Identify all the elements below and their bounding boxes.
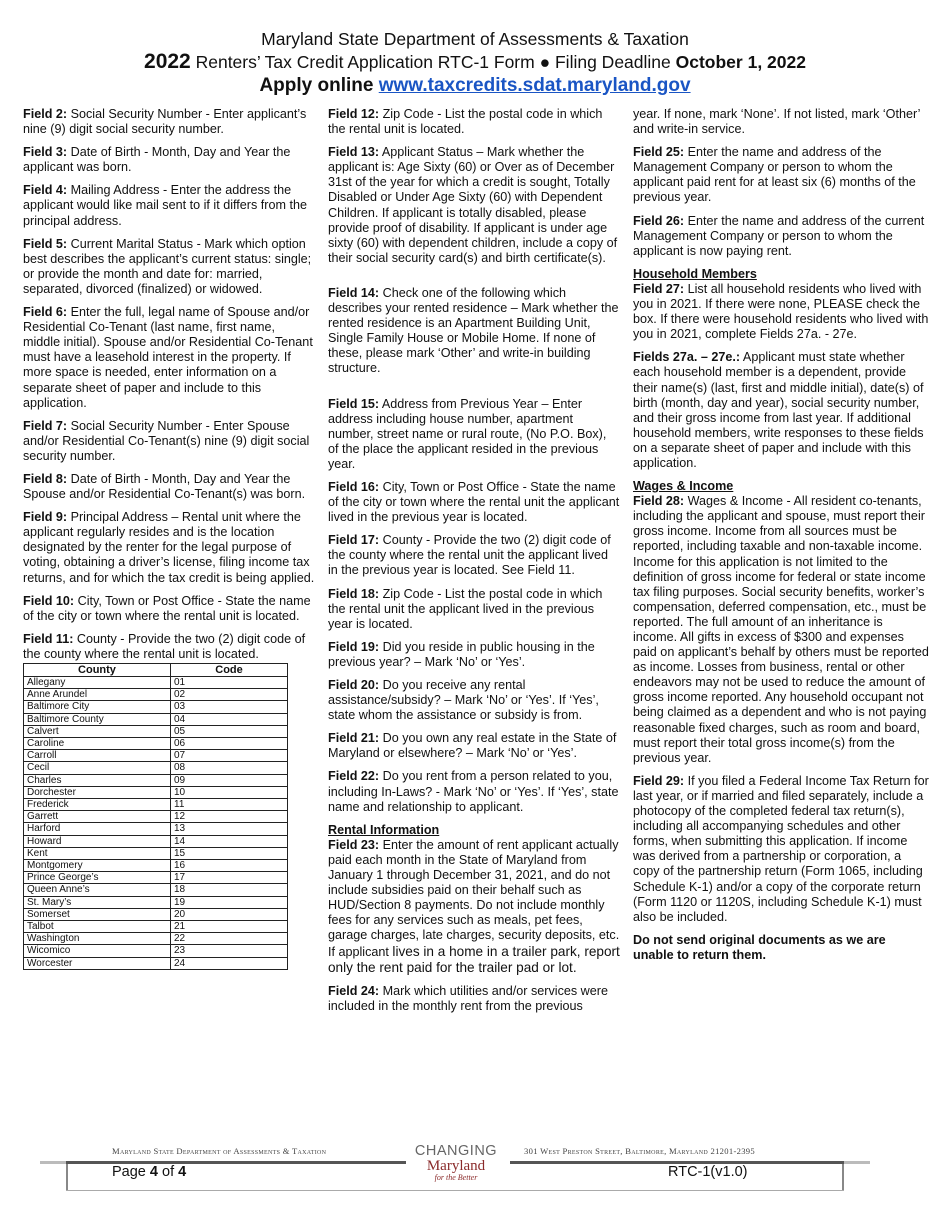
household-members-heading: Household Members [633,266,757,281]
county-table-body [24,677,288,970]
field-text: List all household residents who lived with you in 2021. If there were none, PLEASE check the box. If there were household residents who lived with you in 2021, complete Fields 27a. - 27e. [633,281,929,342]
field-label: Field 18: [328,586,380,601]
field-text: Mark which utilities and/or services were included in the monthly rent from the previous [328,983,608,1013]
table-row [24,799,288,811]
field-text: Enter the full, legal name of Spouse and/or Residential Co-Tenant (last name, first name, middle initial). Spouse and/or Residential Co-Tenant must have a leasehold interest in the property. If more space is needed, enter information on a separate sheet of paper and include to this application. [23,305,313,410]
table-row [24,896,288,908]
field-text: Principal Address – Rental unit where the applicant regularly resides and is the location designated by the renter for the legal purpose of voting, obtaining a driver’s license, filing income tax returns, and for which the tax credit is being applied. [23,510,315,585]
field-label: Field 17: [328,533,380,548]
field-label: Field 22: [328,769,380,784]
field-3-instruction [23,145,315,175]
field-text: Do you own any real estate in the State of Maryland or elsewhere? – Mark ‘No’ or ‘Yes’. [328,731,617,761]
field-label: Field 10: [23,593,75,608]
county-name-cell: Dorchester [24,786,171,798]
household-members-section [633,267,929,342]
page-of: of [157,1164,179,1180]
county-code-cell: 04 [171,713,288,725]
rental-information-section [328,823,620,976]
wages-income-heading: Wages & Income [633,479,734,494]
footer-bottom-rule [66,1190,844,1191]
county-name-cell: Charles [24,774,171,786]
field-text: County - Provide the two (2) digit code of the county where the rental unit the applicant lived in the previous year is located. See Field 11. [328,533,611,578]
field-text: Did you reside in public housing in the previous year? – Mark ‘No’ or ‘Yes’. [328,639,595,669]
fields-27a-27e-instruction [633,350,929,471]
county-name-cell: Baltimore County [24,713,171,725]
table-row [24,835,288,847]
field-text: If you filed a Federal Income Tax Return for last year, or if married and filed separately, include a photocopy of the completed federal tax return(s), including all accompanying schedules and other forms, when submitting this application. If income was derived from a partnership or corporation, a copy of the partnership return (Form 1065, including Schedule K-1) and/or a copy of the corporate return (Form 1120 or 1120S, including Schedule K-1) must also be included. [633,773,929,924]
logo-tagline: for the Better [434,1173,478,1182]
column-1 [23,107,315,970]
field-label: Field 23: [328,837,380,852]
field-18-instruction [328,587,620,632]
county-name-cell: Prince George’s [24,872,171,884]
field-text: Zip Code - List the postal code in which the rental unit is located. [328,107,603,137]
changing-maryland-logo [406,1143,506,1182]
field-label: Field 5: [23,236,68,251]
county-code-cell: 09 [171,774,288,786]
county-code-cell: 21 [171,921,288,933]
field-label: Field 25: [633,145,685,160]
field-text: Applicant Status – Mark whether the applicant is: Age Sixty (60) or Over as of December 31st of the year for which a credit is sought, Totally Disabled or Under Age Sixty (60) with Dependent Children. If applicant is totally disabled, please provide proof of disability. If applicant is under age sixty (60) with dependent children, include a copy of their social security card(s) and birth certificate(s). [328,145,618,265]
county-name-cell: Washington [24,933,171,945]
footer-address: 301 West Preston Street, Baltimore, Maryland 21201-2395 [524,1146,756,1156]
field-11-instruction [23,632,315,662]
field-text: City, Town or Post Office - State the name of the city or town where the rental unit the applicant lived in the previous year is located. [328,479,620,525]
page-header [0,28,950,98]
form-version: RTC-1(v1.0) [668,1164,748,1180]
county-code-cell: 12 [171,811,288,823]
apply-online [0,74,950,98]
county-code-cell: 17 [171,872,288,884]
field-label: Field 2: [23,107,68,121]
county-name-cell: Queen Anne’s [24,884,171,896]
field-2-instruction [23,107,315,137]
field-text-emphasis: lives in a home in a trailer park, report only the rent paid for the trailer pad or lot. [328,943,620,975]
table-row [24,762,288,774]
field-15-instruction [328,397,620,472]
table-row [24,945,288,957]
county-name-cell: Allegany [24,677,171,689]
field-25-instruction [633,145,929,205]
field-label: Field 13: [328,145,380,160]
field-label: Field 26: [633,213,685,228]
county-code-table [23,663,288,970]
field-text: Current Marital Status - Mark which option best describes the applicant’s current status: single; or provide the month and date for: married, separated, divorced (finalized) or widowed. [23,236,312,296]
footer-divider [842,1164,844,1190]
field-20-instruction [328,678,620,723]
county-name-cell: Kent [24,847,171,859]
field-label: Field 14: [328,285,380,300]
table-row [24,786,288,798]
field-label: Field 29: [633,773,685,788]
field-text: Date of Birth - Month, Day and Year the applicant was born. [23,145,291,175]
table-row [24,823,288,835]
field-label: Field 9: [23,510,68,525]
county-name-cell: Worcester [24,957,171,969]
county-code-cell: 06 [171,738,288,750]
agency-title: Maryland State Department of Assessments & Taxation [261,29,689,49]
county-code-cell: 19 [171,896,288,908]
form-title [0,50,950,74]
column-2 [328,107,620,1022]
county-name-cell: Wicomico [24,945,171,957]
field-12-instruction [328,107,620,137]
field-24-continued: year. If none, mark ‘None’. If not listed, mark ‘Other’ and write-in service. [633,107,920,137]
field-text: Enter the name and address of the current Management Company or person to whom the applicant is now paying rent. [633,213,925,258]
page-current: 4 [149,1164,158,1180]
field-10-instruction [23,594,315,624]
field-text: Wages & Income - All resident co-tenants, including the applicant and spouse, must report their gross income. Income from all sources must be reported, including taxable and non-taxable income. Income for this application is not limited to the definition of gross income for federal or state income tax filing purposes. Social security benefits, worker’s compensation, deferred compensation, etc., must be reported. The full amount of an inheritance is income. All gifts in excess of $300 and expenses paid on applicant’s behalf by others must be reported as income. Losses from business, rental or other endeavors may not be used to reduce the amount of gross income reported. Any household occupant not being claimed as a dependent and who is not paying reasonable fixed charges, such as room and board, must report their total gross income(s) from the previous year. [633,494,929,765]
field-7-instruction [23,419,315,464]
field-4-instruction [23,183,315,228]
form-year: 2022 [144,50,191,73]
table-row [24,750,288,762]
county-name-cell: St. Mary’s [24,896,171,908]
table-row [24,847,288,859]
logo-maryland: Maryland [426,1158,486,1174]
field-label: Field 28: [633,494,685,509]
county-code-cell: 16 [171,860,288,872]
field-text: Zip Code - List the postal code in which the rental unit the applicant lived in the previous year is located. [328,586,603,631]
apply-online-prefix: Apply online [259,75,379,96]
table-row [24,908,288,920]
county-name-cell: Calvert [24,725,171,737]
page-prefix: Page [112,1164,150,1180]
county-code-cell: 03 [171,701,288,713]
table-row [24,701,288,713]
table-row [24,860,288,872]
county-code-cell: 22 [171,933,288,945]
field-16-instruction [328,480,620,525]
table-row [24,921,288,933]
column-3 [633,107,929,971]
field-label: Field 21: [328,731,380,746]
county-code-cell: 10 [171,786,288,798]
field-label: Field 4: [23,183,68,198]
field-text: County - Provide the two (2) digit code of the county where the rental unit is located. [23,631,306,661]
field-14-instruction [328,286,620,377]
page-total: 4 [178,1164,187,1180]
county-name-cell: Somerset [24,908,171,920]
footer-agency: Maryland State Department of Assessments & Taxation [112,1146,327,1156]
rental-information-heading: Rental Information [328,822,440,837]
county-code-cell: 18 [171,884,288,896]
page-footer [40,1143,910,1223]
field-text: Enter the name and address of the Management Company or person to whom the applicant paid rent for at least six (6) months of the previous year. [633,145,916,205]
field-text: Mailing Address - Enter the address the applicant would like mail sent to if it differs from the principal address. [23,183,307,228]
field-9-instruction [23,510,315,585]
field-label: Field 7: [23,418,68,433]
county-name-cell: Harford [24,823,171,835]
field-text: Enter the amount of rent applicant actually paid each month in the State of Maryland from January 1 through December 31, 2021, and do not include subsidies paid on their behalf such as HUD/Section 8 payments. Do not include monthly fees for any services such as meals, pet fees, garage charges, late charges, security deposits, etc. If applicant [328,837,620,959]
form-title-text: Renters’ Tax Credit Application RTC-1 Form ● Filing Deadline [190,52,676,72]
field-text: Date of Birth - Month, Day and Year the Spouse and/or Residential Co-Tenant(s) was born. [23,471,306,502]
page-number [112,1164,186,1180]
field-8-instruction [23,472,315,502]
county-code-cell: 20 [171,908,288,920]
logo-changing: CHANGING [414,1143,498,1159]
field-17-instruction [328,533,620,578]
field-label: Fields 27a. – 27e.: [633,350,741,365]
county-code-cell: 08 [171,762,288,774]
county-name-cell: Cecil [24,762,171,774]
footer-divider [66,1164,68,1190]
table-header-row [24,664,288,677]
table-row [24,689,288,701]
table-row [24,738,288,750]
county-name-cell: Carroll [24,750,171,762]
table-row [24,872,288,884]
county-code-cell: 15 [171,847,288,859]
field-21-instruction [328,731,620,761]
field-text: Do you rent from a person related to you, including In-Laws? - Mark ‘No’ or ‘Yes’. If ‘Yes’, state name and relationship to applicant. [328,769,619,814]
table-row [24,725,288,737]
field-26-instruction [633,214,929,259]
field-label: Field 27: [633,281,685,296]
table-row [24,677,288,689]
county-code-cell: 14 [171,835,288,847]
county-name-cell: Talbot [24,921,171,933]
field-label: Field 12: [328,107,380,121]
column-header-code: Code [171,664,288,677]
county-code-cell: 01 [171,677,288,689]
field-label: Field 24: [328,983,380,998]
wages-income-section [633,479,929,766]
county-code-cell: 23 [171,945,288,957]
county-name-cell: Baltimore City [24,701,171,713]
field-label: Field 19: [328,639,380,654]
table-row [24,933,288,945]
field-text: Address from Previous Year – Enter address including house number, apartment number, street name or rural route, (No P.O. Box), of the place the applicant resided in the previous year. [328,396,607,471]
table-row [24,774,288,786]
table-row [24,884,288,896]
field-label: Field 20: [328,678,380,692]
field-text: Social Security Number - Enter applicant’s nine (9) digit social security number. [23,107,307,137]
county-name-cell: Howard [24,835,171,847]
field-text: Applicant must state whether each household member is a dependent, provide their name(s) (last, first and middle initial), date(s) of birth (month, day and year), social security number, and their gross income from last year. If additional household members, write responses to these fields on a separate sheet of paper and include with this application. [633,350,924,470]
county-name-cell: Caroline [24,738,171,750]
field-label: Field 3: [23,145,68,160]
county-code-cell: 24 [171,957,288,969]
field-label: Field 8: [23,471,68,486]
field-29-instruction [633,774,929,925]
county-code-cell: 11 [171,799,288,811]
county-name-cell: Montgomery [24,860,171,872]
table-row [24,957,288,969]
county-code-cell: 07 [171,750,288,762]
field-text: Check one of the following which describes your rented residence – Mark whether the rented residence is an Apartment Building Unit, Single Family House or Mobile Home. If none of these, please mark ‘Other’ and write-in building structure. [328,285,619,376]
field-text: City, Town or Post Office - State the name of the city or town where the rental unit is located. [23,593,311,623]
field-text: Social Security Number - Enter Spouse and/or Residential Co-Tenant(s) nine (9) digit social security number. [23,418,310,463]
table-row [24,713,288,725]
filing-deadline: October 1, 2022 [675,52,806,72]
closing-notice-text: Do not send original documents as we are unable to return them. [633,932,886,962]
county-name-cell: Frederick [24,799,171,811]
field-19-instruction [328,640,620,670]
field-text: Do you receive any rental assistance/subsidy? – Mark ‘No’ or ‘Yes’. If ‘Yes’, state whom the assistance or subsidy is from. [328,678,599,723]
table-row [24,811,288,823]
county-code-cell: 02 [171,689,288,701]
county-name-cell: Anne Arundel [24,689,171,701]
field-label: Field 15: [328,396,380,411]
footer-rule-left [40,1161,66,1164]
column-header-county: County [24,664,171,677]
county-code-cell: 05 [171,725,288,737]
footer-rule-right [844,1161,870,1164]
county-name-cell: Garrett [24,811,171,823]
field-22-instruction [328,769,620,814]
field-13-instruction [328,145,620,266]
field-5-instruction [23,237,315,297]
field-label: Field 16: [328,479,380,494]
apply-online-link[interactable]: www.taxcredits.sdat.maryland.gov [378,75,691,96]
field-24-instruction [328,984,620,1014]
county-code-cell: 13 [171,823,288,835]
field-label: Field 11: [23,631,74,646]
field-label: Field 6: [23,305,68,320]
field-6-instruction [23,305,315,411]
closing-notice [633,933,929,963]
